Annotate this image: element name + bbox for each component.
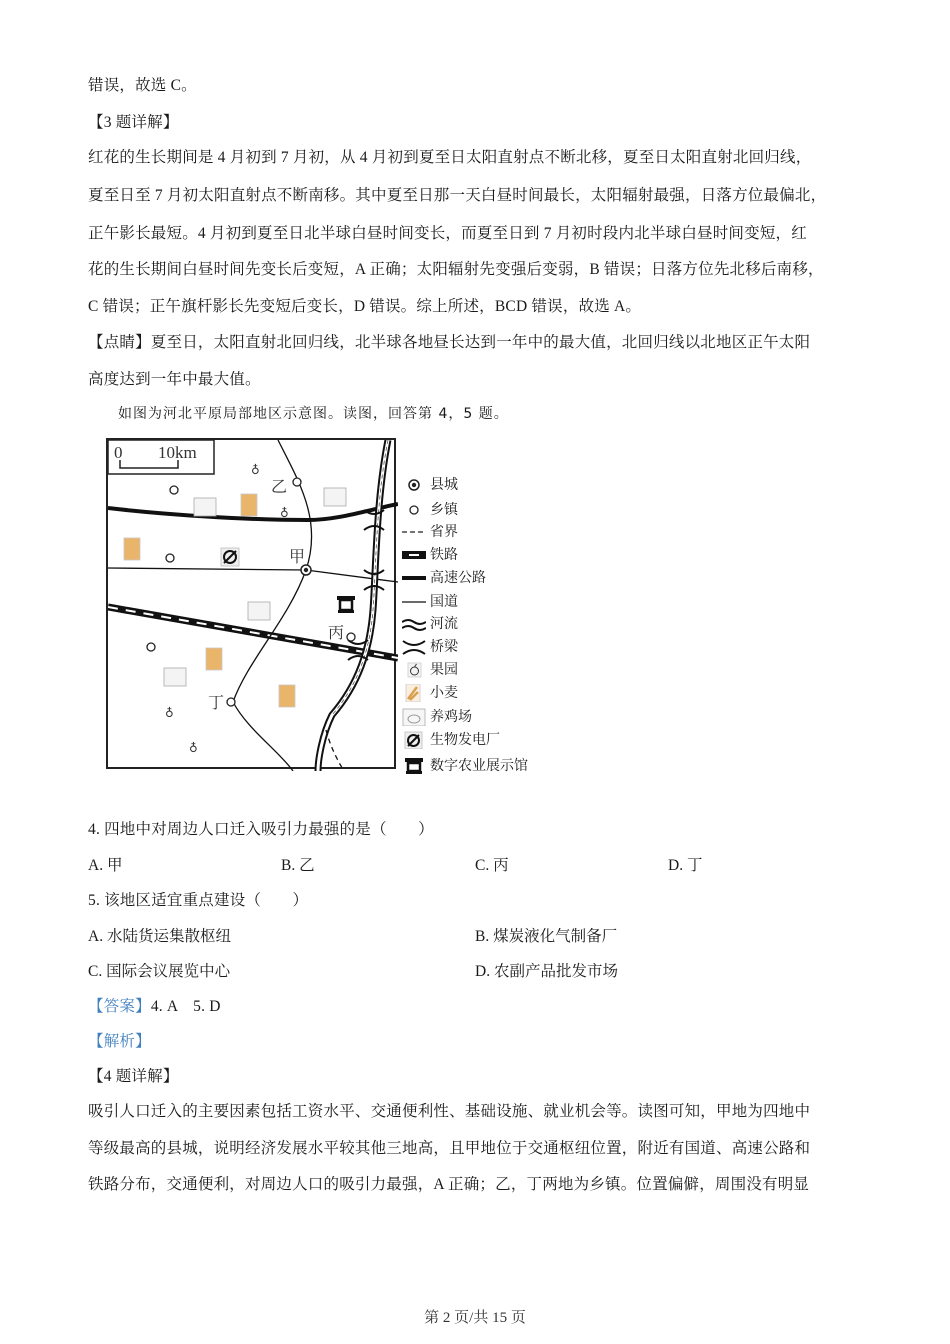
svg-text:♁: ♁ bbox=[165, 706, 174, 720]
legend-label: 小麦 bbox=[430, 685, 458, 701]
place-label-jia: 甲 bbox=[289, 547, 306, 566]
svg-text:♁: ♁ bbox=[251, 463, 260, 477]
section-heading: 【4 题详解】 bbox=[88, 1068, 179, 1085]
legend-item-digital-agriculture-hall bbox=[402, 757, 528, 775]
svg-text:♁: ♁ bbox=[189, 741, 198, 755]
legend-label: 养鸡场 bbox=[430, 709, 472, 725]
digital-agriculture-hall-icon bbox=[337, 596, 355, 613]
q4-option-b: B. 乙 bbox=[281, 857, 315, 874]
bridge-icon bbox=[402, 638, 426, 656]
legend-label: 县城 bbox=[430, 477, 458, 493]
text-line: 高度达到一年中最大值。 bbox=[88, 371, 261, 388]
q4-option-d: D. 丁 bbox=[668, 857, 703, 874]
legend-item-wheat bbox=[402, 684, 458, 702]
question-4-stem: 4. 四地中对周边人口迁入吸引力最强的是（ ） bbox=[88, 821, 434, 838]
figure-intro: 如图为河北平原局部地区示意图。读图，回答第 4，5 题。 bbox=[118, 406, 509, 422]
wheat-icon bbox=[402, 684, 426, 702]
legend-label: 数字农业展示馆 bbox=[430, 758, 528, 774]
svg-text:♁: ♁ bbox=[280, 506, 289, 520]
text-line: 错误，故选 C。 bbox=[88, 77, 197, 94]
legend-label: 生物发电厂 bbox=[430, 732, 500, 748]
q4-option-c: C. 丙 bbox=[475, 857, 509, 874]
text-line: 等级最高的县城，说明经济发展水平较其他三地高，且甲地位于交通枢纽位置，附近有国道、高速公路和 bbox=[88, 1140, 811, 1157]
q4-option-a: A. 甲 bbox=[88, 857, 123, 874]
text-line: 夏至日至 7 月初太阳直射点不断南移。其中夏至日那一天白昼时间最长，太阳辐射最强，日落方位最偏北， bbox=[88, 187, 827, 204]
text-line: 红花的生长期间是 4 月初到 7 月初，从 4 月初到夏至日太阳直射点不断北移，夏至日太阳直射北回归线， bbox=[88, 149, 812, 166]
legend-label: 果园 bbox=[430, 662, 458, 678]
biomass-power-plant-icon bbox=[221, 548, 239, 566]
legend-label: 乡镇 bbox=[430, 502, 458, 518]
legend-item-provincial-border bbox=[402, 523, 458, 541]
text-line: 花的生长期间白昼时间先变长后变短，A 正确；太阳辐射先变强后变弱，B 错误；日落方位先北移后南移， bbox=[88, 261, 824, 278]
legend-item-orchard bbox=[402, 661, 458, 679]
legend-label: 国道 bbox=[430, 594, 458, 610]
map-figure bbox=[106, 438, 396, 769]
tip-text: 【点睛】夏至日，太阳直射北回归线，北半球各地昼长达到一年中的最大值，北回归线以北地区正午太阳 bbox=[88, 334, 811, 351]
answer-value: 4. A 5. D bbox=[150, 998, 221, 1015]
q5-option-a: A. 水陆货运集散枢纽 bbox=[88, 928, 231, 945]
legend-label: 高速公路 bbox=[430, 570, 486, 586]
section-heading: 【3 题详解】 bbox=[88, 114, 179, 131]
place-label-yi: 乙 bbox=[271, 477, 288, 496]
map-canvas bbox=[108, 440, 398, 771]
legend-item-expressway bbox=[402, 569, 486, 587]
orchard-icon bbox=[402, 661, 426, 679]
place-label-bing: 丙 bbox=[328, 623, 345, 642]
legend-label: 铁路 bbox=[430, 547, 458, 563]
answer-line bbox=[88, 997, 221, 1017]
scale-end-label: 10km bbox=[158, 443, 197, 462]
legend-item-bridge bbox=[402, 638, 458, 656]
wheat-icon bbox=[124, 494, 295, 707]
digital-agriculture-hall-icon bbox=[402, 757, 426, 775]
q5-option-d: D. 农副产品批发市场 bbox=[475, 963, 618, 980]
legend-label: 桥梁 bbox=[430, 639, 458, 655]
legend-item-railway bbox=[402, 546, 458, 564]
township-icon bbox=[402, 501, 426, 519]
page-footer: 第 2 页/共 15 页 bbox=[424, 1310, 526, 1326]
legend-item-river bbox=[402, 615, 458, 633]
scale-zero-label: 0 bbox=[114, 443, 123, 462]
legend-label: 河流 bbox=[430, 616, 458, 632]
chicken-farm-icon bbox=[402, 708, 426, 726]
text-line: 正午影长最短。4 月初到夏至日北半球白昼时间变长，而夏至日到 7 月初时段内北半球白昼时间变短，红 bbox=[88, 225, 807, 242]
provincial-border-icon bbox=[402, 523, 426, 541]
legend-item-county-seat bbox=[402, 476, 458, 494]
legend-item-township bbox=[402, 501, 458, 519]
legend-item-chicken-farm bbox=[402, 708, 472, 726]
national-road-icon bbox=[402, 593, 426, 611]
railway-icon bbox=[402, 546, 426, 564]
text-line: 铁路分布，交通便利，对周边人口的吸引力最强，A 正确；乙，丁两地为乡镇。位置偏僻，周围没有明显 bbox=[88, 1176, 810, 1193]
q5-option-c: C. 国际会议展览中心 bbox=[88, 963, 231, 980]
analysis-label: 【解析】 bbox=[88, 1033, 151, 1050]
legend-label: 省界 bbox=[430, 524, 458, 540]
place-label-ding: 丁 bbox=[208, 693, 225, 712]
county-seat-icon bbox=[402, 476, 426, 494]
text-line: 吸引人口迁入的主要因素包括工资水平、交通便利性、基础设施、就业机会等。读图可知，甲地为四地中 bbox=[88, 1103, 811, 1120]
question-5-stem: 5. 该地区适宜重点建设（ ） bbox=[88, 892, 309, 909]
answer-label: 【答案】 bbox=[88, 998, 151, 1015]
biomass-power-plant-icon bbox=[402, 731, 426, 749]
legend-item-national-road bbox=[402, 593, 458, 611]
q5-option-b: B. 煤炭液化气制备厂 bbox=[475, 928, 618, 945]
river-icon bbox=[402, 615, 426, 633]
legend-item-biomass-power-plant bbox=[402, 731, 500, 749]
text-line: C 错误；正午旗杆影长先变短后变长，D 错误。综上所述，BCD 错误，故选 A。 bbox=[88, 298, 642, 315]
expressway-icon bbox=[402, 569, 426, 587]
